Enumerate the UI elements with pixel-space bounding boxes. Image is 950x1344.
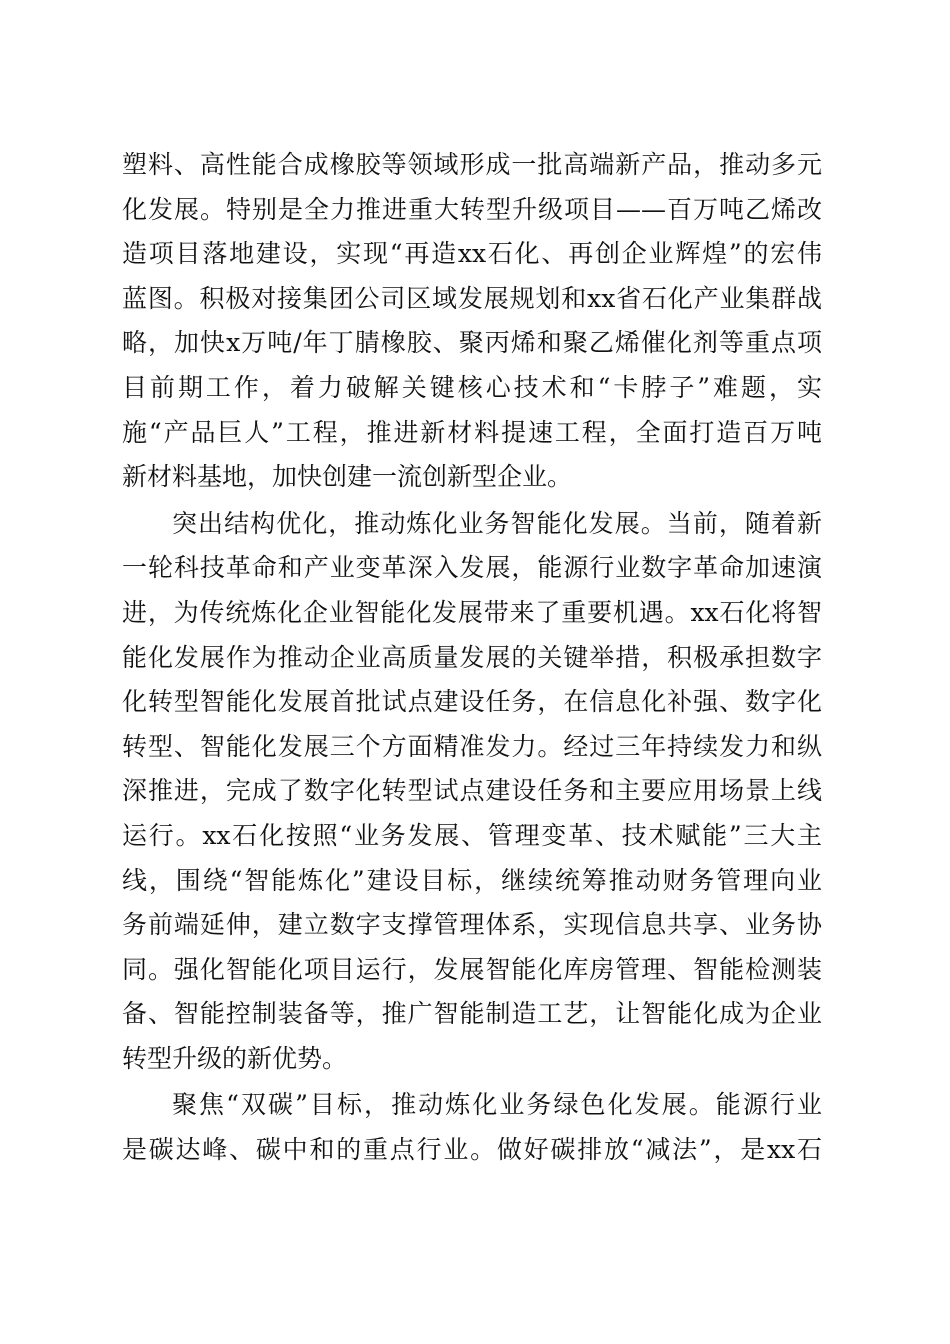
text-line: 转型、智能化发展三个方面精准发力。经过三年持续发力和纵: [122, 732, 822, 761]
text-line: 备、智能控制装备等，推广智能制造工艺，让智能化成为企业: [122, 999, 822, 1028]
text-line: 造项目落地建设，实现“再造xx石化、再创企业辉煌”的宏伟: [122, 239, 822, 268]
text-line: 务前端延伸，建立数字支撑管理体系，实现信息共享、业务协: [122, 910, 822, 939]
text-line: 蓝图。积极对接集团公司区域发展规划和xx省石化产业集群战: [122, 284, 822, 313]
text-line: 线，围绕“智能炼化”建设目标，继续统筹推动财务管理向业: [122, 866, 822, 895]
text-line: 进，为传统炼化企业智能化发展带来了重要机遇。xx石化将智: [122, 598, 822, 627]
text-line: 新材料基地，加快创建一流创新型企业。: [122, 462, 573, 491]
text-line: 塑料、高性能合成橡胶等领域形成一批高端新产品，推动多元: [122, 150, 822, 179]
text-line: 施“产品巨人”工程，推进新材料提速工程，全面打造百万吨: [122, 418, 822, 447]
text-line: 深推进，完成了数字化转型试点建设任务和主要应用场景上线: [122, 776, 822, 805]
text-line: 化转型智能化发展首批试点建设任务，在信息化补强、数字化: [122, 687, 822, 716]
text-line: 是碳达峰、碳中和的重点行业。做好碳排放“减法”，是xx石: [122, 1135, 822, 1164]
text-line: 略，加快x万吨/年丁腈橡胶、聚丙烯和聚乙烯催化剂等重点项: [122, 328, 822, 357]
text-line: 能化发展作为推动企业高质量发展的关键举措，积极承担数字: [122, 643, 822, 672]
text-line: 一轮科技革命和产业变革深入发展，能源行业数字革命加速演: [122, 553, 822, 582]
paragraph-first-line: 突出结构优化，推动炼化业务智能化发展。当前，随着新: [172, 509, 822, 538]
text-line: 运行。xx石化按照“业务发展、管理变革、技术赋能”三大主: [122, 821, 822, 850]
text-line: 目前期工作，着力破解关键核心技术和“卡脖子”难题，实: [122, 373, 822, 402]
text-line: 转型升级的新优势。: [122, 1044, 348, 1073]
text-line: 化发展。特别是全力推进重大转型升级项目——百万吨乙烯改: [122, 195, 822, 224]
paragraph-first-line: 聚焦“双碳”目标，推动炼化业务绿色化发展。能源行业: [172, 1090, 822, 1119]
text-line: 同。强化智能化项目运行，发展智能化库房管理、智能检测装: [122, 955, 822, 984]
